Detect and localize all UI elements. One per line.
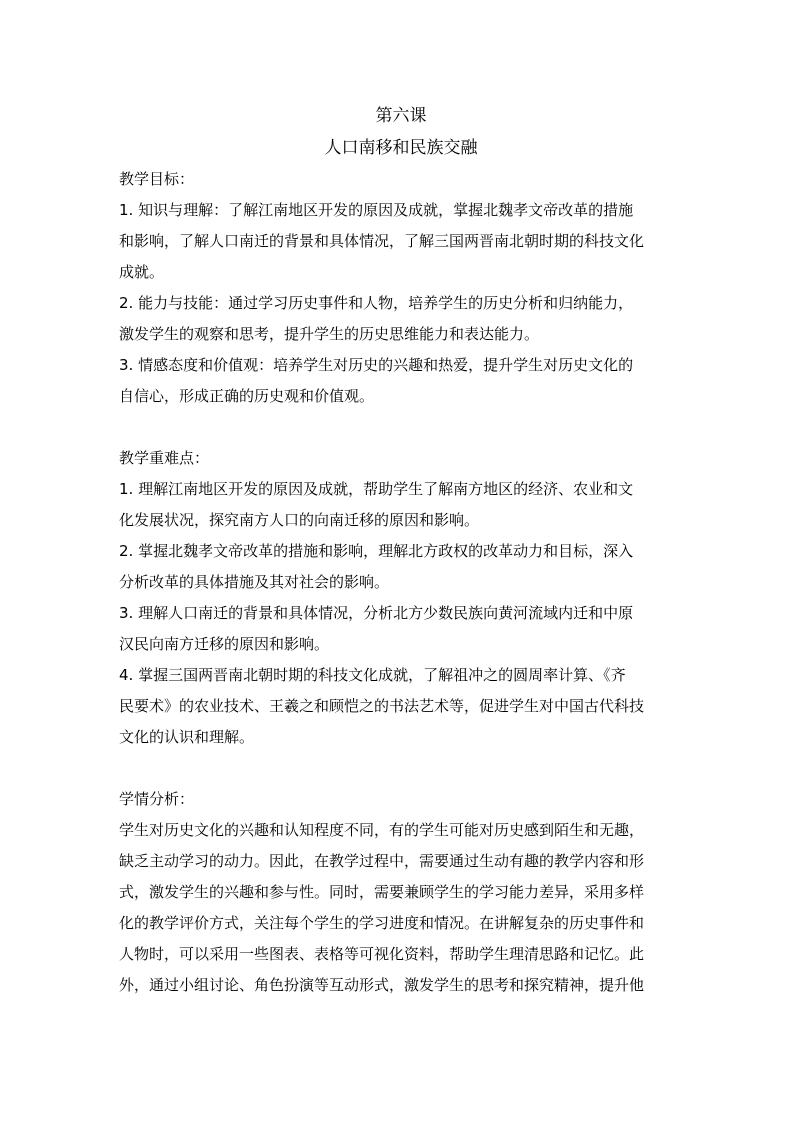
document-body <box>119 100 683 1001</box>
text-line: 自信心，形成正确的历史观和价值观。 <box>119 387 375 405</box>
objectives-heading: 教学目标： <box>119 170 195 188</box>
text-line: 2. 掌握北魏孝文帝改革的措施和影响，理解北方政权的改革动力和目标，深入 <box>119 542 634 560</box>
text-line: 学生对历史文化的兴趣和认知程度不同，有的学生可能对历史感到陌生和无趣， <box>119 821 645 839</box>
analysis-heading: 学情分析： <box>119 790 195 808</box>
text-line: 2. 能力与技能：通过学习历史事件和人物，培养学生的历史分析和归纳能力， <box>119 294 634 312</box>
text-line: 3. 理解人口南迁的背景和具体情况，分析北方少数民族向黄河流域内迁和中原 <box>119 604 634 622</box>
text-line: 化的教学评价方式，关注每个学生的学习进度和情况。在讲解复杂的历史事件和 <box>119 914 645 932</box>
text-line: 人物时，可以采用一些图表、表格等可视化资料，帮助学生理清思路和记忆。此 <box>119 945 645 963</box>
paragraph-spacer <box>119 753 683 784</box>
text-line: 化发展状况，探究南方人口的向南迁移的原因和影响。 <box>119 511 480 529</box>
key-points-section <box>119 443 683 753</box>
key-points-heading: 教学重难点： <box>119 449 210 467</box>
text-line: 3. 情感态度和价值观：培养学生对历史的兴趣和热爱，提升学生对历史文化的 <box>119 356 634 374</box>
text-line: 1. 知识与理解：了解江南地区开发的原因及成就，掌握北魏孝文帝改革的措施 <box>119 201 634 219</box>
paragraph-spacer <box>119 412 683 443</box>
text-line: 缺乏主动学习的动力。因此，在教学过程中，需要通过生动有趣的教学内容和形 <box>119 852 645 870</box>
text-line: 1. 理解江南地区开发的原因及成就，帮助学生了解南方地区的经济、农业和文 <box>119 480 634 498</box>
text-line: 式，激发学生的兴趣和参与性。同时，需要兼顾学生的学习能力差异，采用多样 <box>119 883 645 901</box>
text-line: 4. 掌握三国两晋南北朝时期的科技文化成就，了解祖冲之的圆周率计算、《齐 <box>119 666 626 684</box>
text-line: 民要术》的农业技术、王羲之和顾恺之的书法艺术等，促进学生对中国古代科技 <box>119 697 645 715</box>
lesson-title: 人口南移和民族交融 <box>324 138 478 158</box>
text-line: 成就。 <box>119 263 165 281</box>
objectives-section <box>119 164 683 412</box>
text-line: 外，通过小组讨论、角色扮演等互动形式，激发学生的思考和探究精神，提升他 <box>119 976 645 994</box>
text-line: 分析改革的具体措施及其对社会的影响。 <box>119 573 390 591</box>
lesson-number: 第六课 <box>375 106 427 126</box>
text-line: 和影响，了解人口南迁的背景和具体情况，了解三国两晋南北朝时期的科技文化 <box>119 232 645 250</box>
text-line: 激发学生的观察和思考，提升学生的历史思维能力和表达能力。 <box>119 325 540 343</box>
text-line: 文化的认识和理解。 <box>119 728 255 746</box>
analysis-section <box>119 784 683 1001</box>
text-line: 汉民向南方迁移的原因和影响。 <box>119 635 330 653</box>
